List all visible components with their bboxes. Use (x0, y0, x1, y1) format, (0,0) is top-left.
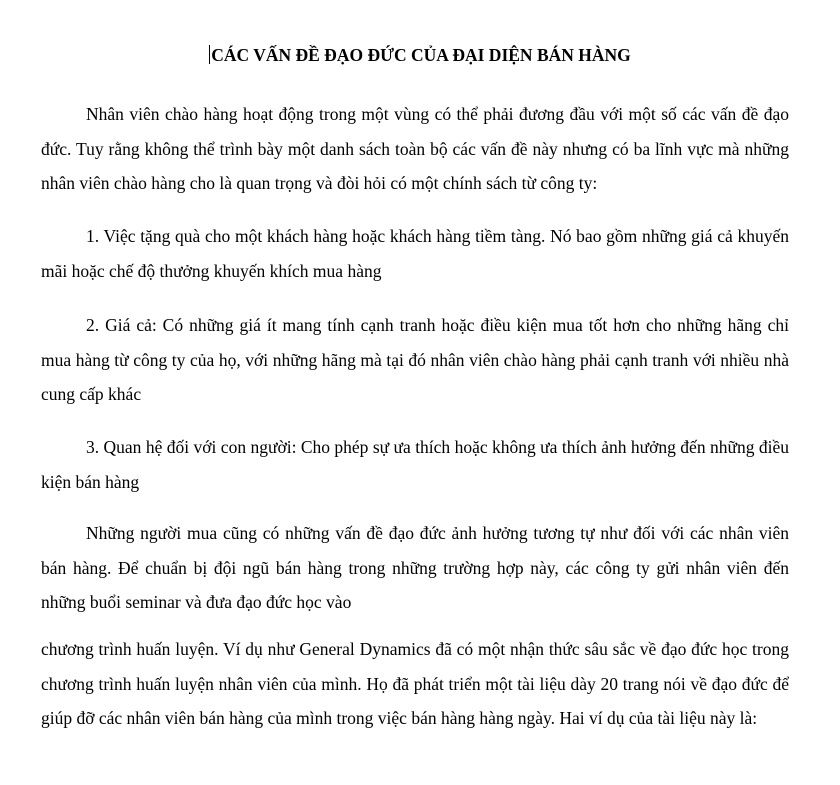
document-title-line (0, 44, 840, 66)
paragraph-buyers: Những người mua cũng có những vấn đề đạo đức ảnh hưởng tương tự như đối với các nhân viên bán hàng. Để chuẩn bị đội ngũ bán hàng trong những trường hợp này, các công ty gửi nhân viên đến những buổi seminar và đưa đạo đức học vào (41, 523, 789, 612)
paragraph-item-1: 1. Việc tặng quà cho một khách hàng hoặc khách hàng tiềm tàng. Nó bao gồm những giá cả khuyến mãi hoặc chế độ thưởng khuyến khích mua hàng (41, 226, 789, 281)
paragraph-item-2: 2. Giá cả: Có những giá ít mang tính cạnh tranh hoặc điều kiện mua tốt hơn cho những hãng chỉ mua hàng từ công ty của họ, với những hãng mà tại đó nhân viên chào hàng phải cạnh tranh với nhiều nhà cung cấp khác (41, 315, 789, 404)
paragraph-training: chương trình huấn luyện. Ví dụ như General Dynamics đã có một nhận thức sâu sắc về đạo đức học trong chương trình huấn luyện nhân viên của mình. Họ đã phát triển một tài liệu dày 20 trang nói về đạo đức để giúp đỡ các nhân viên bán hàng của mình trong việc bán hàng hàng ngày. Hai ví dụ của tài liệu này là: (41, 639, 789, 728)
paragraph-intro: Nhân viên chào hàng hoạt động trong một vùng có thể phải đương đầu với một số các vấn đề đạo đức. Tuy rằng không thể trình bày một danh sách toàn bộ các vấn đề này nhưng có ba lĩnh vực mà những nhân viên chào hàng cho là quan trọng và đòi hỏi có một chính sách từ công ty: (41, 104, 789, 193)
paragraph-item-3: 3. Quan hệ đối với con người: Cho phép sự ưa thích hoặc không ưa thích ảnh hưởng đến những điều kiện bán hàng (41, 437, 789, 492)
document-title: CÁC VẤN ĐỀ ĐẠO ĐỨC CỦA ĐẠI DIỆN BÁN HÀNG (211, 45, 631, 65)
